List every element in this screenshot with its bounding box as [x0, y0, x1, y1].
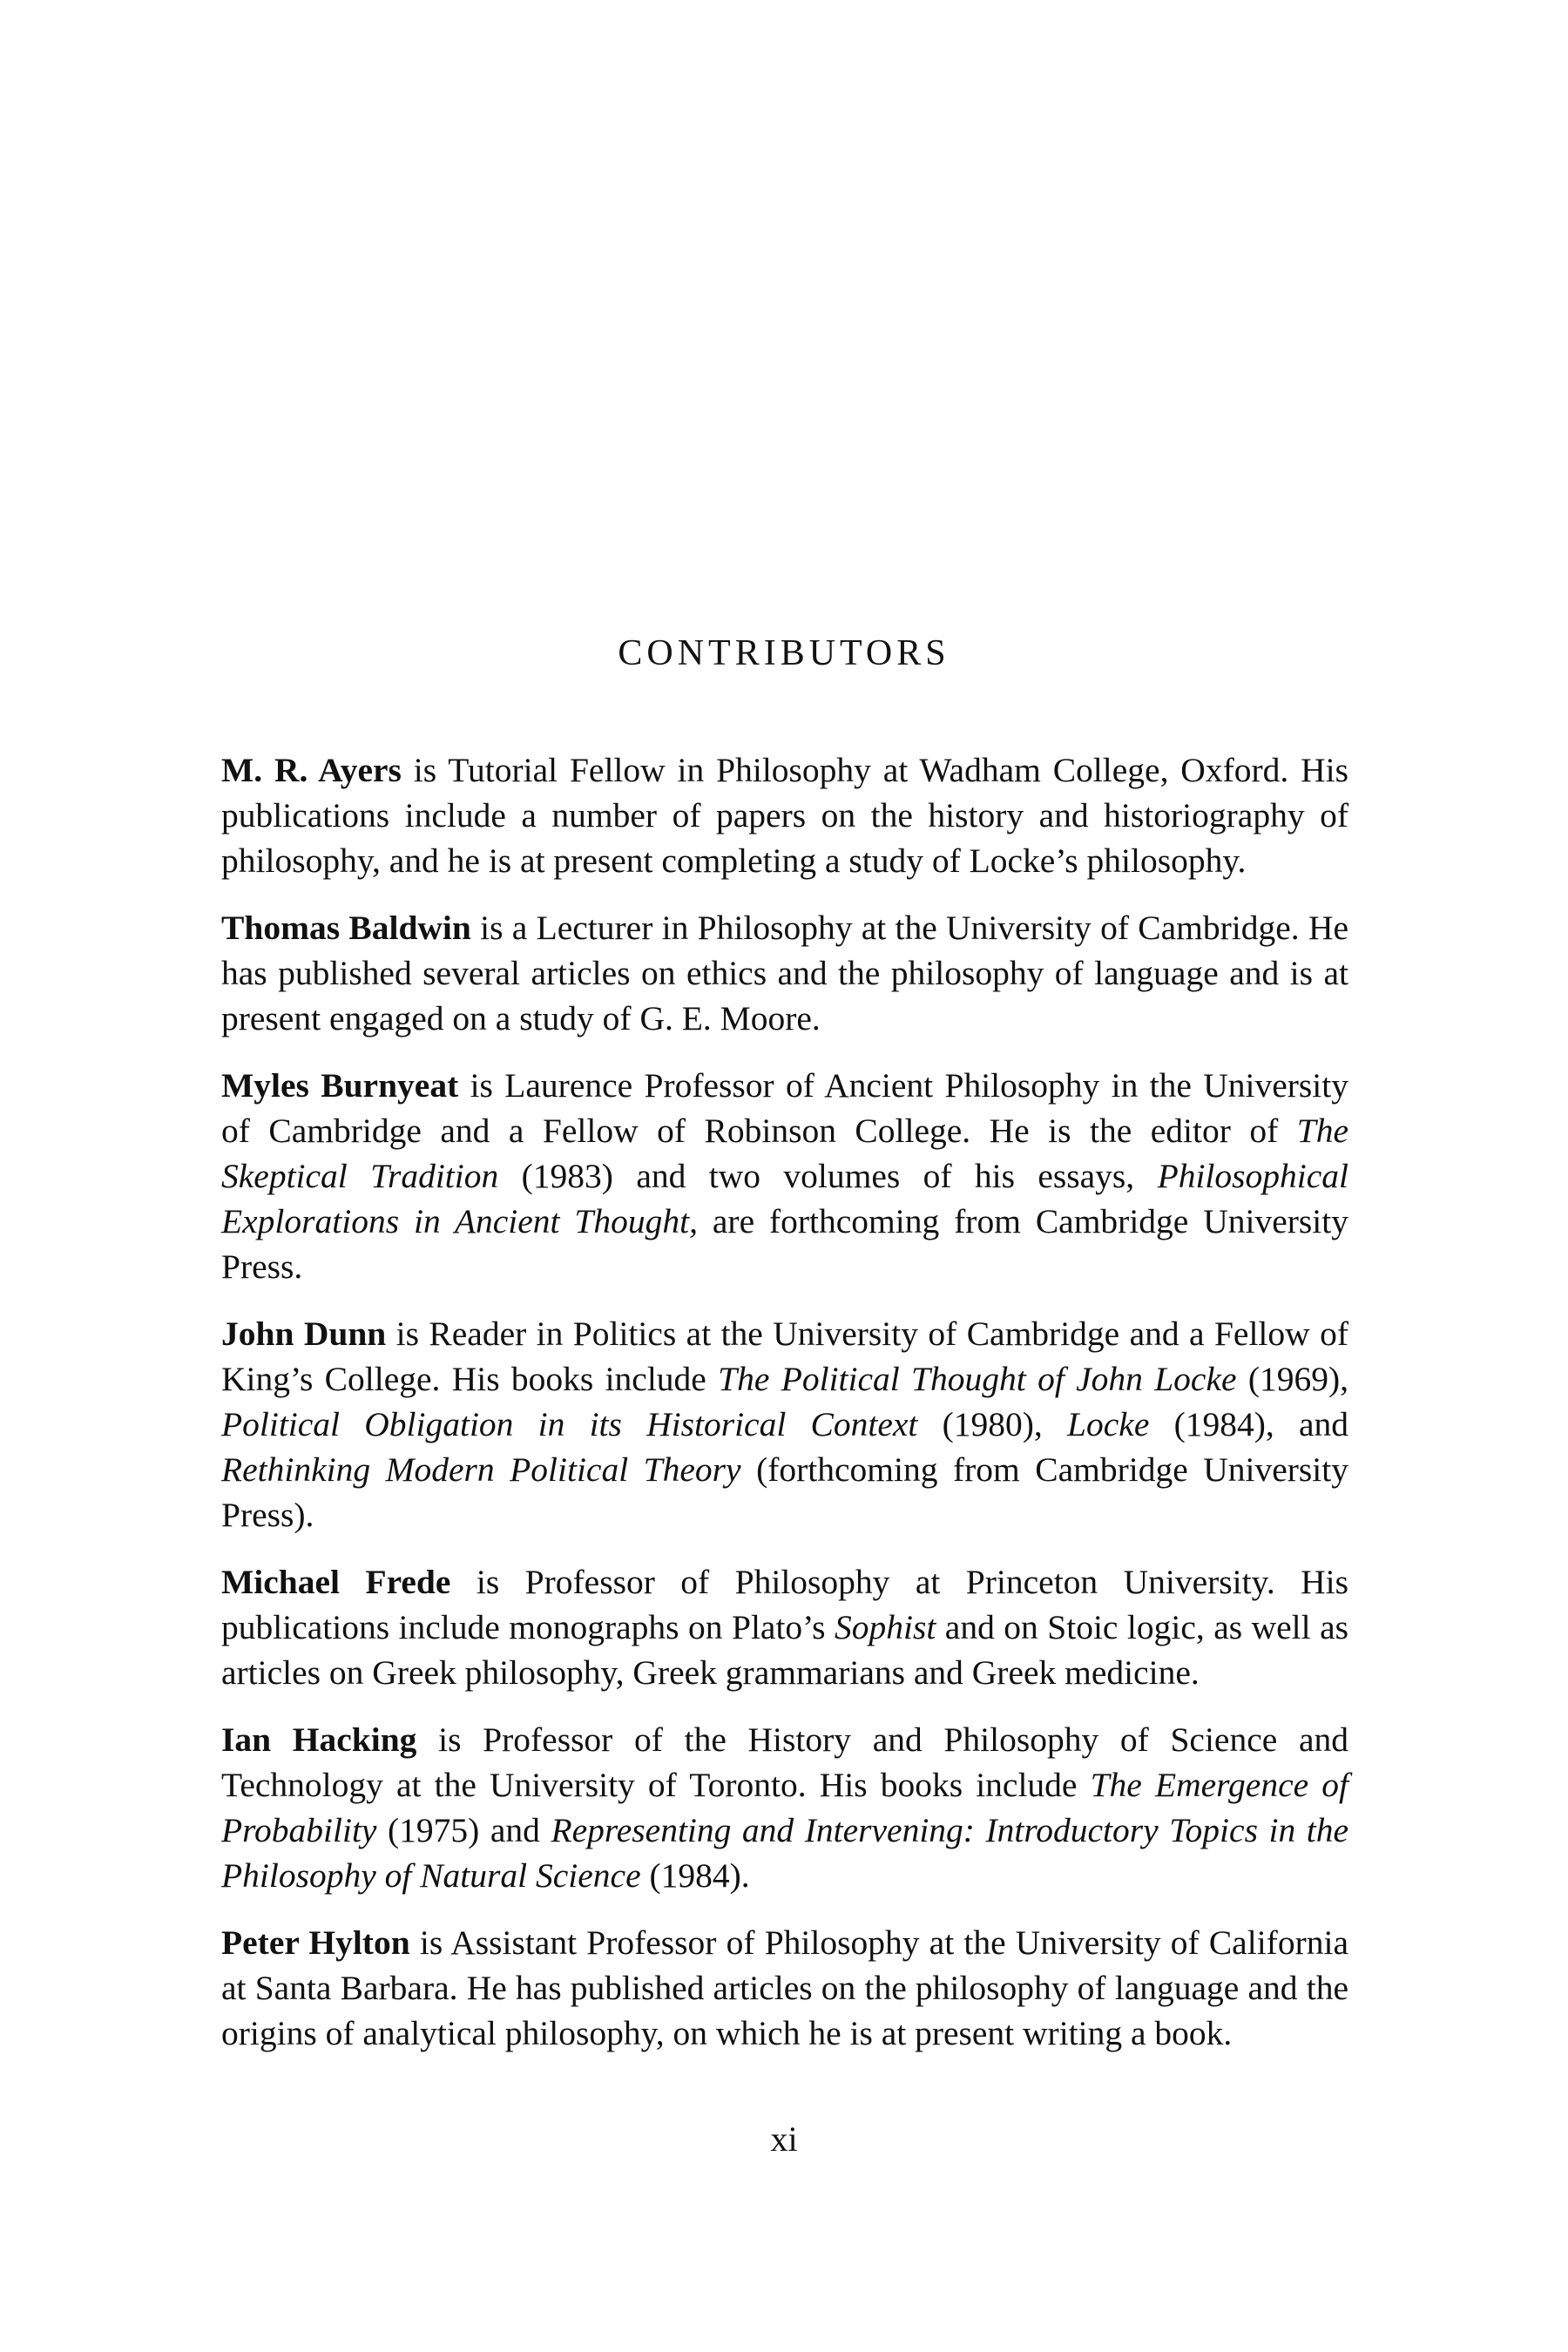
contributor-name: Peter Hylton: [221, 1923, 410, 1962]
entry-text: (1983) and two volumes of his essays,: [498, 1157, 1158, 1195]
book-title: Philosophical Explorations in Ancient Thought,: [221, 1157, 1349, 1240]
contributor-name: John Dunn: [221, 1315, 387, 1353]
contributor-entry-baldwin: [221, 905, 1348, 1041]
book-title: The Political Thought of John Locke: [718, 1360, 1237, 1398]
entry-text: and on Stoic logic, as well as articles on Greek philosophy, Greek grammarians and Greek medicine.: [221, 1608, 1348, 1692]
contributor-name: Michael Frede: [221, 1563, 451, 1601]
page-title: CONTRIBUTORS: [618, 633, 950, 673]
book-title: Sophist: [835, 1608, 936, 1646]
entry-text: (1984), and: [1149, 1405, 1349, 1443]
entry-text: is Professor of Philosophy at Princeton University. His publications include monographs on Plato’s: [221, 1563, 1348, 1646]
entry-text: (1975) and: [376, 1811, 551, 1849]
contributor-entry-ayers: [221, 747, 1348, 883]
entry-text: is Professor of the History and Philosophy of Science and Technology at the University of Toronto. His books include: [221, 1720, 1348, 1804]
entry-text: (1969),: [1236, 1360, 1349, 1398]
entry-text: is Reader in Politics at the University of Cambridge and a Fellow of King’s College. His books include: [221, 1315, 1348, 1398]
book-title: Political Obligation in its Historical Context: [221, 1405, 918, 1443]
entry-text: is a Lecturer in Philosophy at the University of Cambridge. He has published several articles on ethics and the philosophy of language and is at present engaged on a study of G. E. Moore.: [221, 909, 1348, 1037]
contributor-entry-burnyeat: [221, 1063, 1348, 1289]
contributor-entry-hylton: [221, 1920, 1348, 2056]
book-title: The Skeptical Tradition: [221, 1112, 1348, 1195]
entry-text: (1980),: [917, 1405, 1068, 1443]
entry-text: (1984).: [640, 1856, 750, 1895]
entry-text: (forthcoming from Cambridge University Press).: [221, 1450, 1349, 1534]
book-title: Representing and Intervening: Introductory Topics in the Philosophy of Natural Science: [221, 1811, 1348, 1895]
contributors-list: [221, 747, 1348, 2078]
contributor-name: Thomas Baldwin: [221, 909, 471, 947]
contributor-entry-frede: [221, 1559, 1348, 1695]
book-title: Locke: [1067, 1405, 1150, 1443]
contributor-name: Myles Burnyeat: [221, 1066, 459, 1105]
entry-text: is Tutorial Fellow in Philosophy at Wadham College, Oxford. His publications include a number of papers on the history and historiography of philosophy, and he is at present completing a study of Locke’s philosophy.: [221, 751, 1348, 880]
page-number: xi: [770, 2119, 798, 2159]
contributor-name: M. R. Ayers: [221, 751, 402, 789]
contributor-entry-hacking: [221, 1717, 1348, 1898]
entry-text: is Assistant Professor of Philosophy at the University of California at Santa Barbara. He has published articles on the philosophy of language and the origins of analytical philosophy, on which he is at present writing a book.: [221, 1923, 1348, 2052]
entry-text: is Laurence Professor of Ancient Philosophy in the University of Cambridge and a Fellow of Robinson College. He is the editor of: [221, 1066, 1348, 1150]
book-title: Rethinking Modern Political Theory: [221, 1450, 741, 1489]
contributor-name: Ian Hacking: [221, 1720, 417, 1759]
contributor-entry-dunn: [221, 1311, 1348, 1538]
book-title: The Emergence of Probability: [221, 1766, 1348, 1849]
entry-text: are forthcoming from Cambridge University Press.: [221, 1202, 1348, 1286]
